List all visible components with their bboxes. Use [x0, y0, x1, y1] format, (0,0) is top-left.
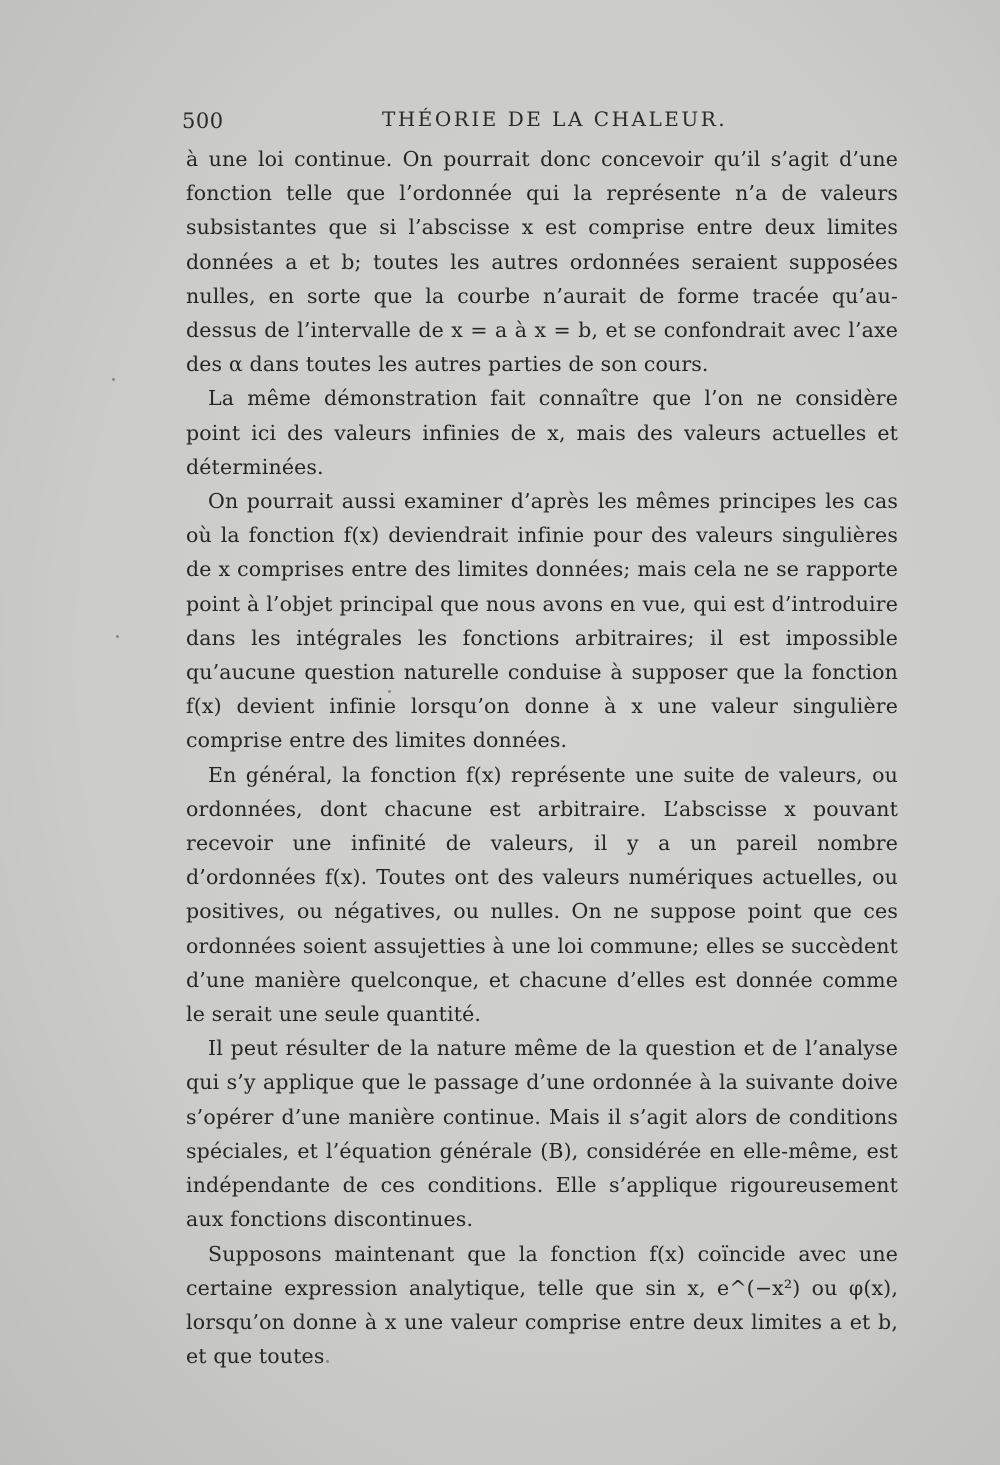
paragraph-3: On pourrait aussi examiner d’après les mêmes principes les cas où la fonction f(x) deviendrait infinie pour des valeurs singulières de x comprises entre des limites données; mais cela ne se rapporte point à l’objet principal que nous avons en vue, qui est d’introduire dans les intégrales les fonctions arbitraires; il est impossible qu’aucune question naturelle conduise à supposer que la fonction f(x) devient infinie lorsqu’on donne à x une valeur singulière comprise entre des limites données. [186, 489, 898, 753]
paragraph-1: à une loi continue. On pourrait donc concevoir qu’il s’agit d’une fonction telle que l’ordonnée qui la représente n’a de valeurs subsistantes que si l’abscisse x est comprise entre deux limites données a et b; toutes les autres ordonnées seraient supposées nulles, en sorte que la courbe n’aurait de forme tracée qu’au-dessus de l’intervalle de x = a à x = b, et se confondrait avec l’axe des α dans toutes les autres parties de son cours. [186, 147, 898, 377]
running-title: THÉORIE DE LA CHALEUR. [382, 107, 728, 131]
paragraph-5: Il peut résulter de la nature même de la question et de l’analyse qui s’y applique que le passage d’une ordonnée à la suivante doive s’opérer d’une manière continue. Mais il s’agit alors de conditions spéciales, et l’équation générale (B), considérée en elle-même, est indépendante de ces conditions. Elle s’applique rigoureusement aux fonctions discontinues. [186, 1036, 898, 1232]
paper-speck [112, 378, 115, 381]
paragraph-6: Supposons maintenant que la fonction f(x) coïncide avec une certaine expression analytique, telle que sin x, e^(−x²) ou φ(x), lorsqu’on donne à x une valeur comprise entre deux limites a et b, et que toutes [186, 1241, 898, 1369]
page-number: 500 [182, 109, 224, 133]
paper-speck [388, 690, 391, 693]
paragraph-4: En général, la fonction f(x) représente une suite de valeurs, ou ordonnées, dont chacune est arbitraire. L’abscisse x pouvant recevoir une infinité de valeurs, il y a un pareil nombre d’ordonnées f(x). Toutes ont des valeurs numériques actuelles, ou positives, ou négatives, ou nulles. On ne suppose point que ces ordonnées soient assujetties à une loi commune; elles se succèdent d’une manière quelconque, et chacune d’elles est donnée comme le serait une seule quantité. [186, 762, 898, 1027]
paragraph-2: La même démonstration fait connaître que l’on ne considère point ici des valeurs infinies de x, mais des valeurs actuelles et déterminées. [186, 386, 898, 479]
paper-speck [116, 635, 119, 638]
body-text [186, 142, 898, 1373]
paper-speck [326, 1360, 329, 1363]
page-header [182, 105, 900, 137]
